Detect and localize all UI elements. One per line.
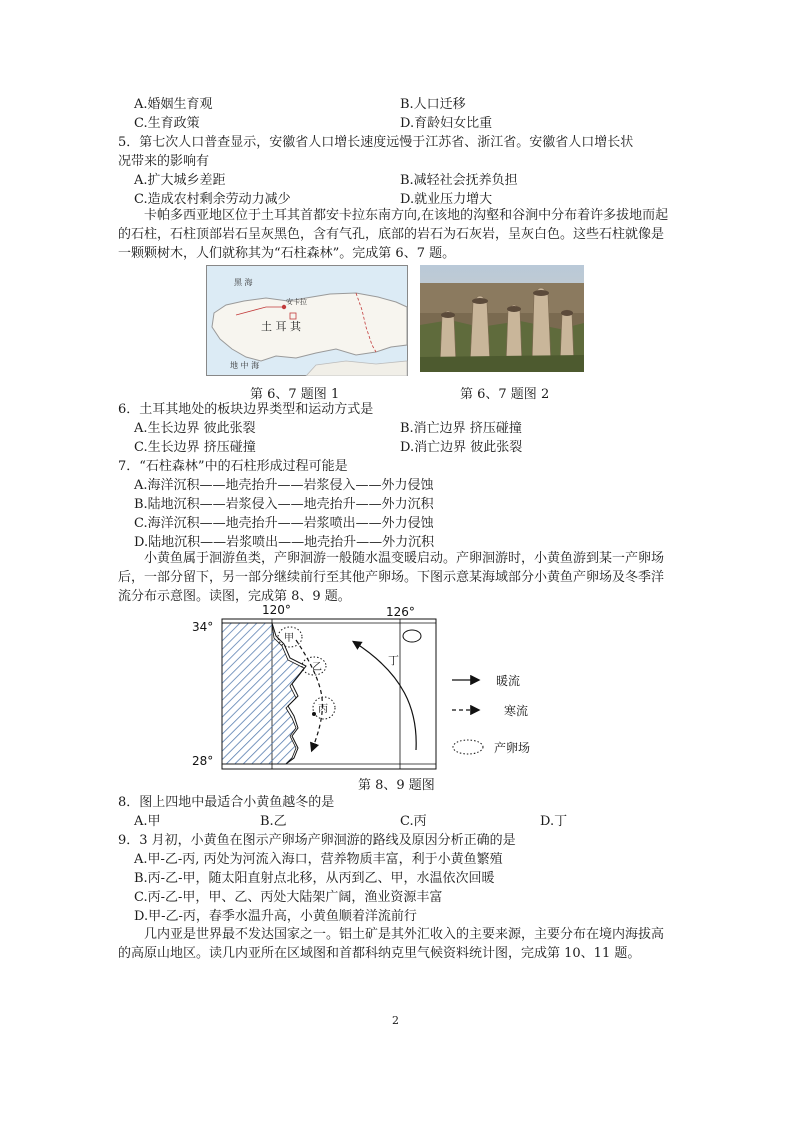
- q8-option-d: D.丁: [540, 814, 568, 829]
- q9-option-b: B.丙-乙-甲，随太阳直射点北移，从丙到乙、甲，水温依次回暖: [134, 871, 495, 886]
- q6-option-c: C.生长边界 挤压碰撞: [134, 440, 256, 455]
- turkey-map: [206, 265, 408, 376]
- turkey-landmass: [212, 293, 407, 361]
- intro-q8-q9: 小黄鱼属于洄游鱼类，产卵洄游一般随水温变暖启动。产卵洄游时，小黄鱼游到某一产卵场后，一部分留下，另一部分继续前行至其他产卵场。下图示意某海域部分小黄鱼产卵场及冬季洋流分布示意图。读图，完成第 8、9 题。: [118, 551, 665, 604]
- q8-option-c: C.丙: [400, 814, 427, 829]
- q8-option-a: A.甲: [134, 814, 161, 829]
- fig-caption-2: 第 6、7 题图 2: [460, 387, 550, 402]
- legend-spawn-symbol: [453, 740, 483, 754]
- q6-stem: 6．土耳其地处的板块边界类型和运动方式是: [118, 402, 374, 417]
- q7-option-d: D.陆地沉积——岩浆喷出——地壳抬升——外力沉积: [134, 535, 435, 550]
- lat-28-label: 28°: [192, 754, 214, 768]
- page-number: 2: [392, 1014, 399, 1027]
- q8-option-b: B.乙: [260, 814, 287, 829]
- q9-stem: 9．3 月初，小黄鱼在图示产卵场产卵洄游的路线及原因分析正确的是: [118, 833, 516, 848]
- mediterranean-label: 地 中 海: [230, 361, 260, 370]
- q7-option-c: C.海洋沉积——地壳抬升——岩浆喷出——外力侵蚀: [134, 516, 434, 531]
- spawning-ground-ding: [403, 630, 421, 642]
- q7-option-a: A.海洋沉积——地壳抬升——岩浆侵入——外力侵蚀: [134, 478, 434, 493]
- place-ding: 丁: [388, 654, 399, 667]
- q6-option-d: D.消亡边界 彼此张裂: [400, 440, 523, 455]
- legend-warm-label: 暖流: [496, 674, 521, 688]
- q5-option-c: C.造成农村剩余劳动力减少: [134, 192, 291, 207]
- stone-forest-photo: [420, 265, 584, 372]
- place-bing: 丙: [318, 704, 328, 715]
- q5-option-d: D.就业压力增大: [400, 192, 493, 207]
- place-yi: 乙: [312, 662, 322, 673]
- q7-stem: 7．“石柱森林”中的石柱形成过程可能是: [118, 459, 348, 474]
- q6-option-b: B.消亡边界 挤压碰撞: [400, 421, 522, 436]
- place-jia: 甲: [284, 633, 294, 644]
- q7-option-b: B.陆地沉积——岩浆侵入——地壳抬升——外力沉积: [134, 497, 434, 512]
- fish-spawning-map: [186, 600, 566, 772]
- q6-option-a: A.生长边界 彼此张裂: [134, 421, 256, 436]
- river-mouth-dot: [312, 712, 316, 716]
- q4-option-a: A.婚姻生育观: [134, 97, 213, 112]
- q5-option-a: A.扩大城乡差距: [134, 173, 226, 188]
- q9-option-a: A.甲-乙-丙, 丙处为河流入海口，营养物质丰富，利于小黄鱼繁殖: [134, 852, 503, 867]
- q8-stem: 8．图上四地中最适合小黄鱼越冬的是: [118, 795, 335, 810]
- q9-option-c: C.丙-乙-甲，甲、乙、丙处大陆架广阔，渔业资源丰富: [134, 890, 443, 905]
- q5-stem-line1: 5．第七次人口普查显示，安徽省人口增长速度远慢于江苏省、浙江省。安徽省人口增长状: [118, 135, 634, 150]
- q4-option-c: C.生育政策: [134, 116, 200, 131]
- lon-126-label: 126°: [386, 605, 415, 619]
- black-sea-label: 黑 海: [234, 278, 253, 287]
- intro-q6-q7: 卡帕多西亚地区位于土耳其首都安卡拉东南方向,在该地的沟壑和谷涧中分布着许多拔地而起的石柱，石柱顶部岩石呈灰黑色，含有气孔，底部的岩石为石灰岩，呈灰白色。这些石柱就像是一颗颗树木，人们就称其为“石柱森林”。完成第 6、7 题。: [118, 208, 669, 261]
- intro-q10-q11: 几内亚是世界最不发达国家之一。铝土矿是其外汇收入的主要来源，主要分布在境内海拔高的高原山地区。读几内亚所在区域图和首都科纳克里气候资料统计图，完成第 10、11 题。: [118, 927, 665, 961]
- legend-cold-label: 寒流: [504, 704, 529, 718]
- fig-caption-1: 第 6、7 题图 1: [250, 387, 340, 402]
- turkey-label: 土 耳 其: [261, 320, 301, 333]
- q5-stem-line2: 况带来的影响有: [118, 154, 210, 169]
- ankara-label: 安卡拉: [286, 298, 307, 306]
- lat-34-label: 34°: [192, 620, 214, 634]
- legend-spawn-label: 产卵场: [494, 741, 531, 755]
- q4-option-b: B.人口迁移: [400, 97, 466, 112]
- q5-option-b: B.减轻社会抚养负担: [400, 173, 518, 188]
- q4-option-d: D.育龄妇女比重: [400, 116, 493, 131]
- fig-caption-3: 第 8、9 题图: [358, 778, 435, 793]
- lon-120-label: 120°: [262, 603, 291, 617]
- q9-option-d: D.甲-乙-丙，春季水温升高，小黄鱼顺着洋流前行: [134, 909, 417, 924]
